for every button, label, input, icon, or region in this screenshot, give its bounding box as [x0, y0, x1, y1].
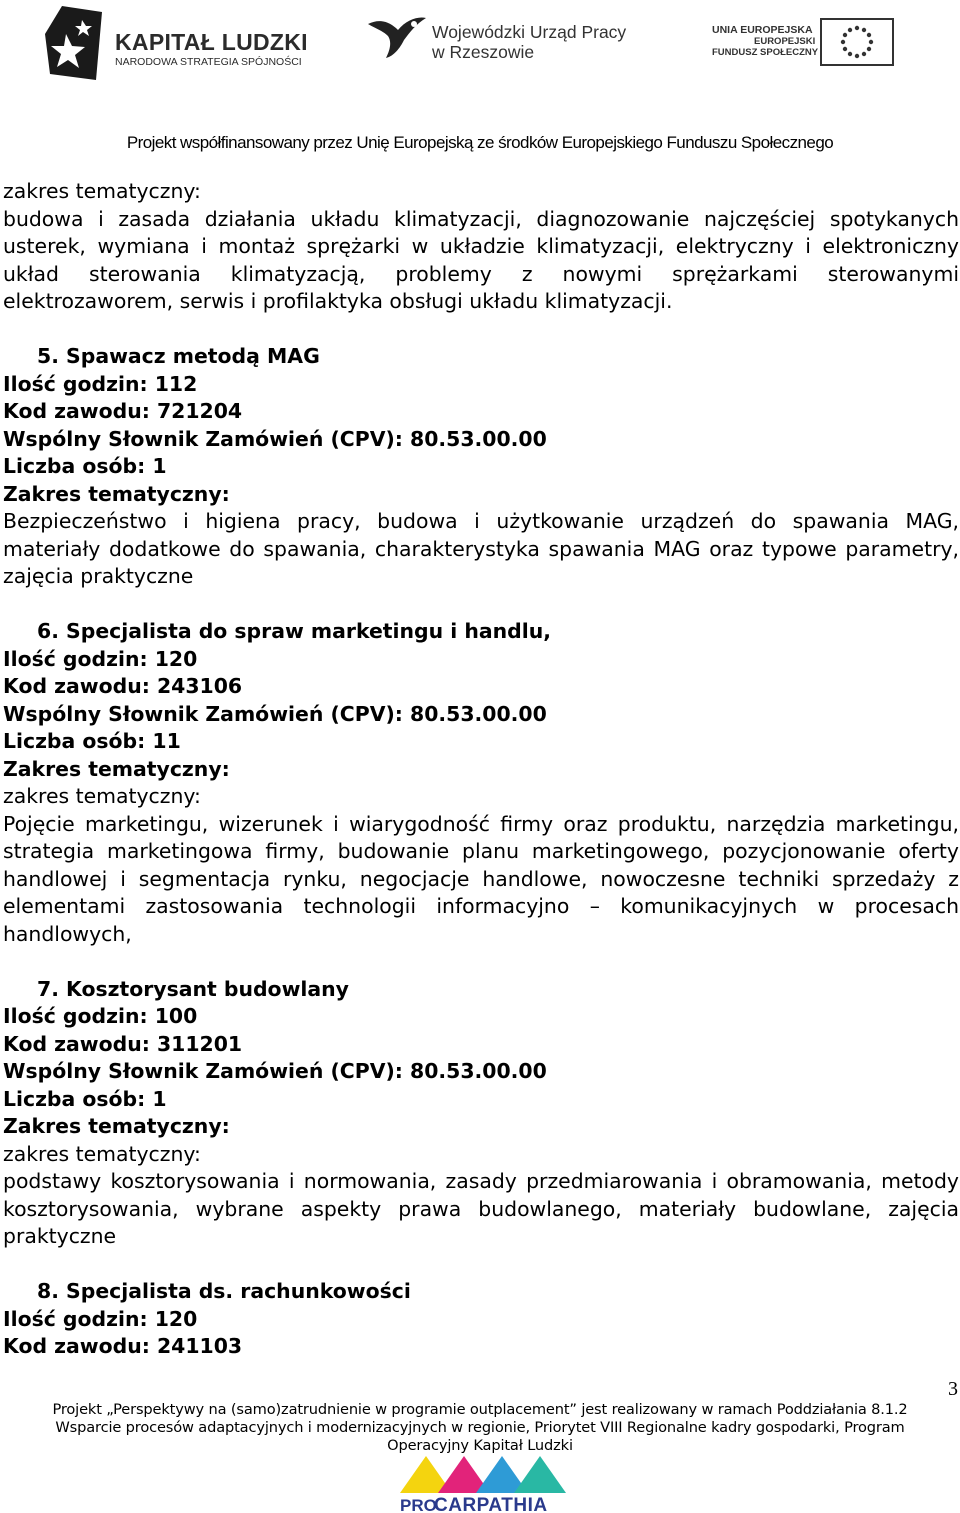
kapital-ludzki-subtitle: NARODOWA STRATEGIA SPÓJNOŚCI — [115, 56, 302, 68]
course-people: Liczba osób: 1 — [3, 454, 167, 478]
footer-line3: Operacyjny Kapitał Ludzki — [387, 1437, 573, 1454]
course-cpv: Wspólny Słownik Zamówień (CPV): 80.53.00.00 — [3, 426, 547, 451]
course-scope-text: Bezpieczeństwo i higiena pracy, budowa i użytkowanie urządzeń do spawania MAG, materiały dodatkowe do spawania, charakterystyka spawania MAG oraz typowe parametry, zajęcia praktyczne — [3, 509, 959, 588]
eu-flag-icon — [820, 18, 894, 66]
page-header — [0, 0, 960, 160]
course-scope-text: podstawy kosztorysowania i normowania, zasady przedmiarowania i obramowania, metody kosztorysowania, wybrane aspekty prawa budowlanego, materiały budowlane, zajęcia praktyczne — [3, 1169, 959, 1248]
kapital-ludzki-title: KAPITAŁ LUDZKI — [115, 29, 308, 55]
course-hours: Ilość godzin: 112 — [3, 371, 198, 396]
page-number: 3 — [948, 1378, 958, 1400]
intro-label: zakres tematyczny: — [3, 179, 201, 203]
course-scope-label: Zakres tematyczny: — [3, 481, 230, 506]
course-scope-label: Zakres tematyczny: — [3, 1114, 230, 1138]
wup-line2: w Rzeszowie — [432, 42, 535, 62]
course-title: 8. Specjalista ds. rachunkowości — [37, 1279, 411, 1303]
course-hours: Ilość godzin: 120 — [3, 1306, 198, 1331]
course-title: 5. Spawacz metodą MAG — [37, 344, 320, 368]
footer-line1: Projekt „Perspektywy na (samo)zatrudnienie w programie outplacement” jest realizowany w ramach Poddziałania 8.1.2 — [52, 1401, 908, 1418]
course-scope-sublabel: zakres tematyczny: — [3, 784, 201, 808]
course-title: 7. Kosztorysant budowlany — [37, 976, 349, 1001]
course-people: Liczba osób: 11 — [3, 729, 181, 753]
course-code: Kod zawodu: 311201 — [3, 1031, 243, 1056]
ue-line1: UNIA EUROPEJSKA — [712, 24, 813, 36]
course-code: Kod zawodu: 241103 — [3, 1334, 243, 1358]
course-people: Liczba osób: 1 — [3, 1086, 167, 1111]
procarpathia-name-text: CARPATHIA — [434, 1495, 548, 1513]
course-hours: Ilość godzin: 100 — [3, 1004, 198, 1028]
course-cpv: Wspólny Słownik Zamówień (CPV): 80.53.00.00 — [3, 701, 547, 726]
wup-bird-logo-icon — [366, 14, 428, 60]
course-scope-label: Zakres tematyczny: — [3, 756, 230, 781]
course-code: Kod zawodu: 721204 — [3, 399, 243, 423]
ue-line3: FUNDUSZ SPOŁECZNY — [712, 47, 819, 58]
procarpathia-pro-text: PRO — [400, 1496, 437, 1513]
kapital-ludzki-text — [115, 30, 308, 68]
ue-line2: EUROPEJSKI — [754, 36, 816, 47]
procarpathia-logo-icon — [398, 1453, 568, 1513]
cofinance-note: Projekt współfinansowany przez Unię Europejską ze środków Europejskiego Funduszu Społecznego — [126, 133, 834, 152]
document-body — [3, 178, 959, 1361]
wup-text — [432, 22, 626, 62]
page-footer — [27, 1401, 933, 1455]
ue-text — [712, 25, 818, 58]
course-code: Kod zawodu: 243106 — [3, 674, 243, 698]
kapital-ludzki-logo-icon — [42, 4, 106, 84]
wup-line1: Wojewódzki Urząd Pracy — [432, 22, 627, 42]
course-scope-text: Pojęcie marketingu, wizerunek i wiarygodność firmy oraz produktu, narzędzia marketingu, strategia marketingowa firmy, budowanie planu marketingowego, pozycjonowanie oferty handlowej i segmentacja rynku, negocjacje handlowe, nowoczesne techniki sprzedaży z elementami zastosowania technologii informacyjno – komunikacyjnych w procesach handlowych, — [3, 811, 959, 946]
footer-line2: Wsparcie procesów adaptacyjnych i modernizacyjnych w regionie, Priorytet VIII Regionalne kadry gospodarki, Program — [55, 1419, 905, 1436]
intro-text: budowa i zasada działania układu klimatyzacji, diagnozowanie najczęściej spotykanych usterek, wymiana i montaż sprężarki w układzie klimatyzacji, elektryczny i elektroniczny układ sterowania klimatyzacją, problemy z nowymi sprężarkami sterowanymi elektrozaworem, serwis i profilaktyka obsługi układu klimatyzacji. — [3, 206, 959, 313]
course-title: 6. Specjalista do spraw marketingu i handlu, — [37, 619, 551, 643]
course-cpv: Wspólny Słownik Zamówień (CPV): 80.53.00.00 — [3, 1059, 547, 1083]
course-hours: Ilość godzin: 120 — [3, 646, 198, 671]
course-scope-sublabel: zakres tematyczny: — [3, 1141, 201, 1166]
